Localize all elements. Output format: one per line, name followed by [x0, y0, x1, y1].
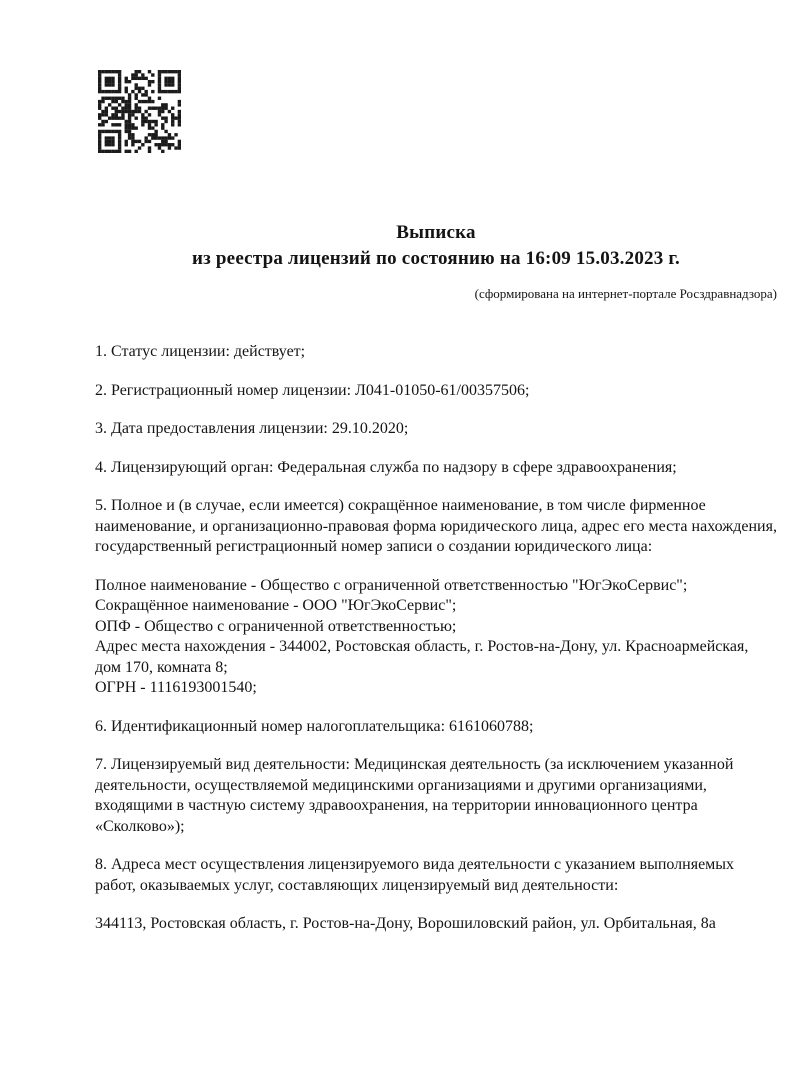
paragraph-license-status: 1. Статус лицензии: действует; [95, 343, 306, 360]
paragraph-registration-number: 2. Регистрационный номер лицензии: Л041-01050-61/00357506; [95, 381, 530, 399]
paragraph-grant-date: 3. Дата предоставления лицензии: 29.10.2020; [95, 420, 409, 437]
paragraph-taxpayer-inn: 6. Идентификационный номер налогоплательщика: 6161060788; [95, 717, 534, 735]
document-content [95, 220, 777, 953]
paragraph-activity-addresses-heading: 8. Адреса мест осуществления лицензируемого вида деятельности с указанием выполняемых работ, оказываемых услуг, составляющих лицензируемый вид деятельности: [95, 856, 735, 894]
org-short-name: Сокращённое наименование - ООО "ЮгЭкоСервис"; [95, 597, 457, 614]
qr-code-image [98, 70, 181, 153]
paragraph-activity-address: 344113, Ростовская область, г. Ростов-на-Дону, Ворошиловский район, ул. Орбитальная, 8а [95, 915, 716, 932]
formation-note: (сформирована на интернет-портале Росздравнадзора) [474, 286, 777, 301]
org-full-name: Полное наименование - Общество с ограниченной ответственностью "ЮгЭкоСервис"; [95, 576, 688, 594]
document-title-line2: из реестра лицензий по состоянию на 16:09 15.03.2023 г. [191, 248, 680, 269]
document-body [95, 342, 777, 935]
paragraph-licensed-activity: 7. Лицензируемый вид деятельности: Медицинская деятельность (за исключением указанной деятельности, осуществляемой медицинскими организациями и другими организациями, входящими в частную систему здравоохранения, на территории инновационного центра «Сколково»); [95, 756, 734, 835]
paragraph-org-info-heading: 5. Полное и (в случае, если имеется) сокращённое наименование, в том числе фирменное наименование, и организационно-правовая форма юридического лица, адрес его места нахождения, государственный регистрационный номер записи о создании юридического лица: [95, 497, 777, 555]
org-address: Адрес места нахождения - 344002, Ростовская область, г. Ростов-на-Дону, ул. Красноармейская, дом 170, комната 8; [95, 638, 749, 676]
document-title-line1: Выписка [396, 222, 476, 243]
org-ogrn: ОГРН - 1116193001540; [95, 679, 257, 696]
qr-code [98, 70, 181, 153]
org-legal-form: ОПФ - Общество с ограниченной ответственностью; [95, 617, 457, 635]
paragraph-licensing-authority: 4. Лицензирующий орган: Федеральная служба по надзору в сфере здравоохранения; [95, 458, 677, 476]
org-details-block [95, 576, 777, 699]
